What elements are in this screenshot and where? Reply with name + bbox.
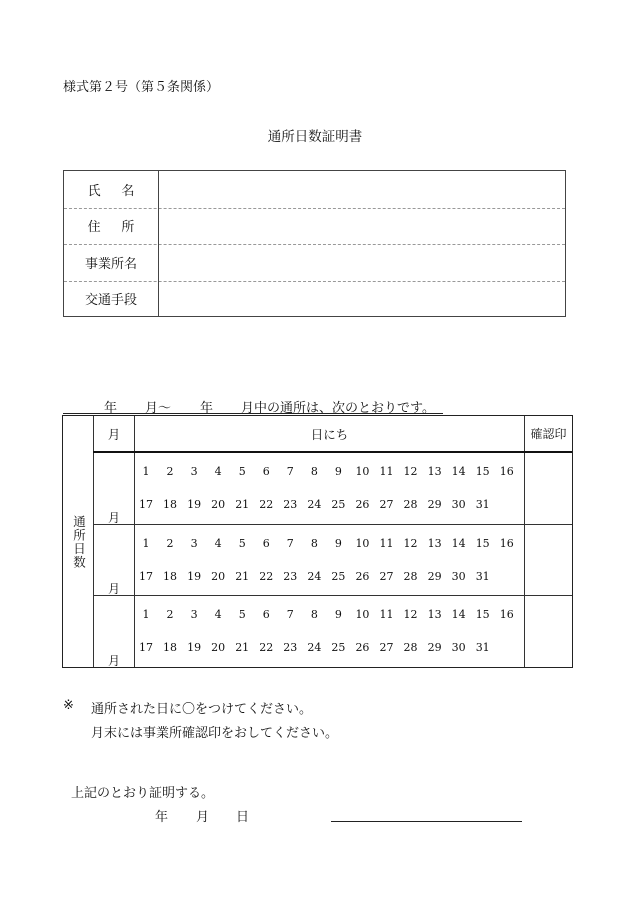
day-number: 22: [259, 570, 274, 583]
day-number: 31: [475, 570, 490, 583]
day-number: 12: [403, 608, 418, 621]
day-number: 19: [187, 641, 202, 654]
period-year-to: 年: [200, 401, 214, 416]
month-cell: 月: [107, 511, 120, 525]
document-title: 通所日数証明書: [267, 129, 363, 145]
period-month-to: 月中の通所は、次のとおりです。: [241, 401, 435, 416]
day-number: 2: [166, 537, 174, 550]
day-number: 22: [259, 498, 274, 511]
attendance-days-label: 通所日数: [71, 514, 87, 569]
day-number: 1: [142, 465, 150, 478]
day-number: 31: [475, 498, 490, 511]
day-number: 11: [379, 465, 394, 478]
days-header: 日にち: [310, 426, 349, 442]
day-number: 9: [334, 465, 342, 478]
day-number: 21: [235, 498, 250, 511]
day-number: 8: [310, 537, 318, 550]
day-number: 14: [451, 537, 466, 550]
day-number: 30: [451, 498, 466, 511]
day-number: 29: [427, 641, 442, 654]
day-number: 18: [163, 570, 178, 583]
day-number: 21: [235, 641, 250, 654]
day-number: 8: [310, 608, 318, 621]
day-number: 14: [451, 465, 466, 478]
info-row-office: [64, 244, 565, 282]
day-number: 25: [331, 498, 346, 511]
day-number: 5: [238, 537, 246, 550]
month-header: 月: [107, 426, 121, 442]
day-number: 13: [427, 465, 442, 478]
day-number: 4: [214, 465, 222, 478]
day-number: 18: [163, 641, 178, 654]
day-number: 31: [475, 641, 490, 654]
day-number: 7: [286, 465, 294, 478]
day-number: 9: [334, 608, 342, 621]
day-number: 6: [262, 465, 270, 478]
day-number: 24: [307, 570, 322, 583]
day-number: 30: [451, 641, 466, 654]
day-number: 24: [307, 641, 322, 654]
day-number: 24: [307, 498, 322, 511]
day-number: 28: [403, 570, 418, 583]
day-number: 3: [190, 608, 198, 621]
day-number: 9: [334, 537, 342, 550]
day-number: 11: [379, 608, 394, 621]
office-label: 事業所名: [84, 256, 137, 272]
day-number: 4: [214, 608, 222, 621]
day-number: 16: [499, 608, 514, 621]
day-number: 6: [262, 537, 270, 550]
signature-line: [331, 821, 522, 822]
info-divider: [158, 171, 159, 316]
day-number: 15: [475, 608, 490, 621]
day-number: 20: [211, 570, 226, 583]
day-number: 19: [187, 570, 202, 583]
info-row-name: [64, 171, 565, 209]
month-cell: 月: [107, 654, 120, 668]
day-number: 26: [355, 641, 370, 654]
day-number: 25: [331, 570, 346, 583]
day-number: 26: [355, 570, 370, 583]
day-number: 23: [283, 570, 298, 583]
address-label: 住所: [87, 220, 156, 236]
day-number: 3: [190, 465, 198, 478]
form-number: 様式第２号（第５条関係）: [63, 80, 220, 95]
day-number: 13: [427, 537, 442, 550]
day-number: 17: [139, 641, 153, 654]
cert-year: 年: [155, 810, 169, 825]
day-number: 10: [355, 608, 370, 621]
period-month-from: 月～: [145, 401, 172, 416]
day-number: 16: [499, 537, 514, 550]
day-number: 23: [283, 641, 298, 654]
day-number: 14: [451, 608, 466, 621]
day-number: 27: [379, 498, 394, 511]
day-number: 8: [310, 465, 318, 478]
transport-label: 交通手段: [84, 293, 137, 309]
day-number: 27: [379, 641, 394, 654]
day-number: 26: [355, 498, 370, 511]
day-number: 18: [163, 498, 178, 511]
day-number: 27: [379, 570, 394, 583]
day-number: 29: [427, 498, 442, 511]
day-number: 22: [259, 641, 274, 654]
day-number: 12: [403, 537, 418, 550]
note-mark: ※: [63, 698, 74, 713]
day-number: 29: [427, 570, 442, 583]
day-number: 25: [331, 641, 346, 654]
name-label: 氏名: [87, 183, 156, 199]
day-number: 15: [475, 537, 490, 550]
period-year-from: 年: [104, 401, 118, 416]
note-line-1: 通所された日に〇をつけてください。: [91, 702, 313, 717]
day-number: 23: [283, 498, 298, 511]
day-number: 15: [475, 465, 490, 478]
month-cell: 月: [107, 582, 120, 596]
info-table: [63, 170, 566, 317]
day-number: 16: [499, 465, 514, 478]
day-number: 5: [238, 465, 246, 478]
day-number: 21: [235, 570, 250, 583]
day-number: 3: [190, 537, 198, 550]
day-number: 10: [355, 537, 370, 550]
day-number: 28: [403, 498, 418, 511]
day-number: 7: [286, 537, 294, 550]
period-statement: [63, 397, 443, 414]
day-number: 1: [142, 537, 150, 550]
day-number: 17: [139, 570, 153, 583]
note-line-2: 月末には事業所確認印をおしてください。: [91, 726, 339, 741]
seal-header: 確認印: [530, 427, 567, 441]
day-number: 30: [451, 570, 466, 583]
certification-text: 上記のとおり証明する。: [71, 786, 215, 801]
attendance-grid: [62, 415, 573, 668]
day-number: 19: [187, 498, 202, 511]
day-number: 11: [379, 537, 394, 550]
day-number: 20: [211, 498, 226, 511]
day-number: 2: [166, 608, 174, 621]
day-number: 5: [238, 608, 246, 621]
cert-month: 月: [196, 810, 210, 825]
day-number: 12: [403, 465, 418, 478]
day-number: 17: [139, 498, 153, 511]
info-row-address: [64, 208, 565, 246]
day-number: 2: [166, 465, 174, 478]
day-number: 4: [214, 537, 222, 550]
day-number: 20: [211, 641, 226, 654]
day-number: 1: [142, 608, 150, 621]
day-number: 7: [286, 608, 294, 621]
day-number: 13: [427, 608, 442, 621]
day-number: 10: [355, 465, 370, 478]
info-row-transport: [64, 281, 565, 318]
day-number: 6: [262, 608, 270, 621]
cert-day: 日: [236, 810, 250, 825]
day-number: 28: [403, 641, 418, 654]
